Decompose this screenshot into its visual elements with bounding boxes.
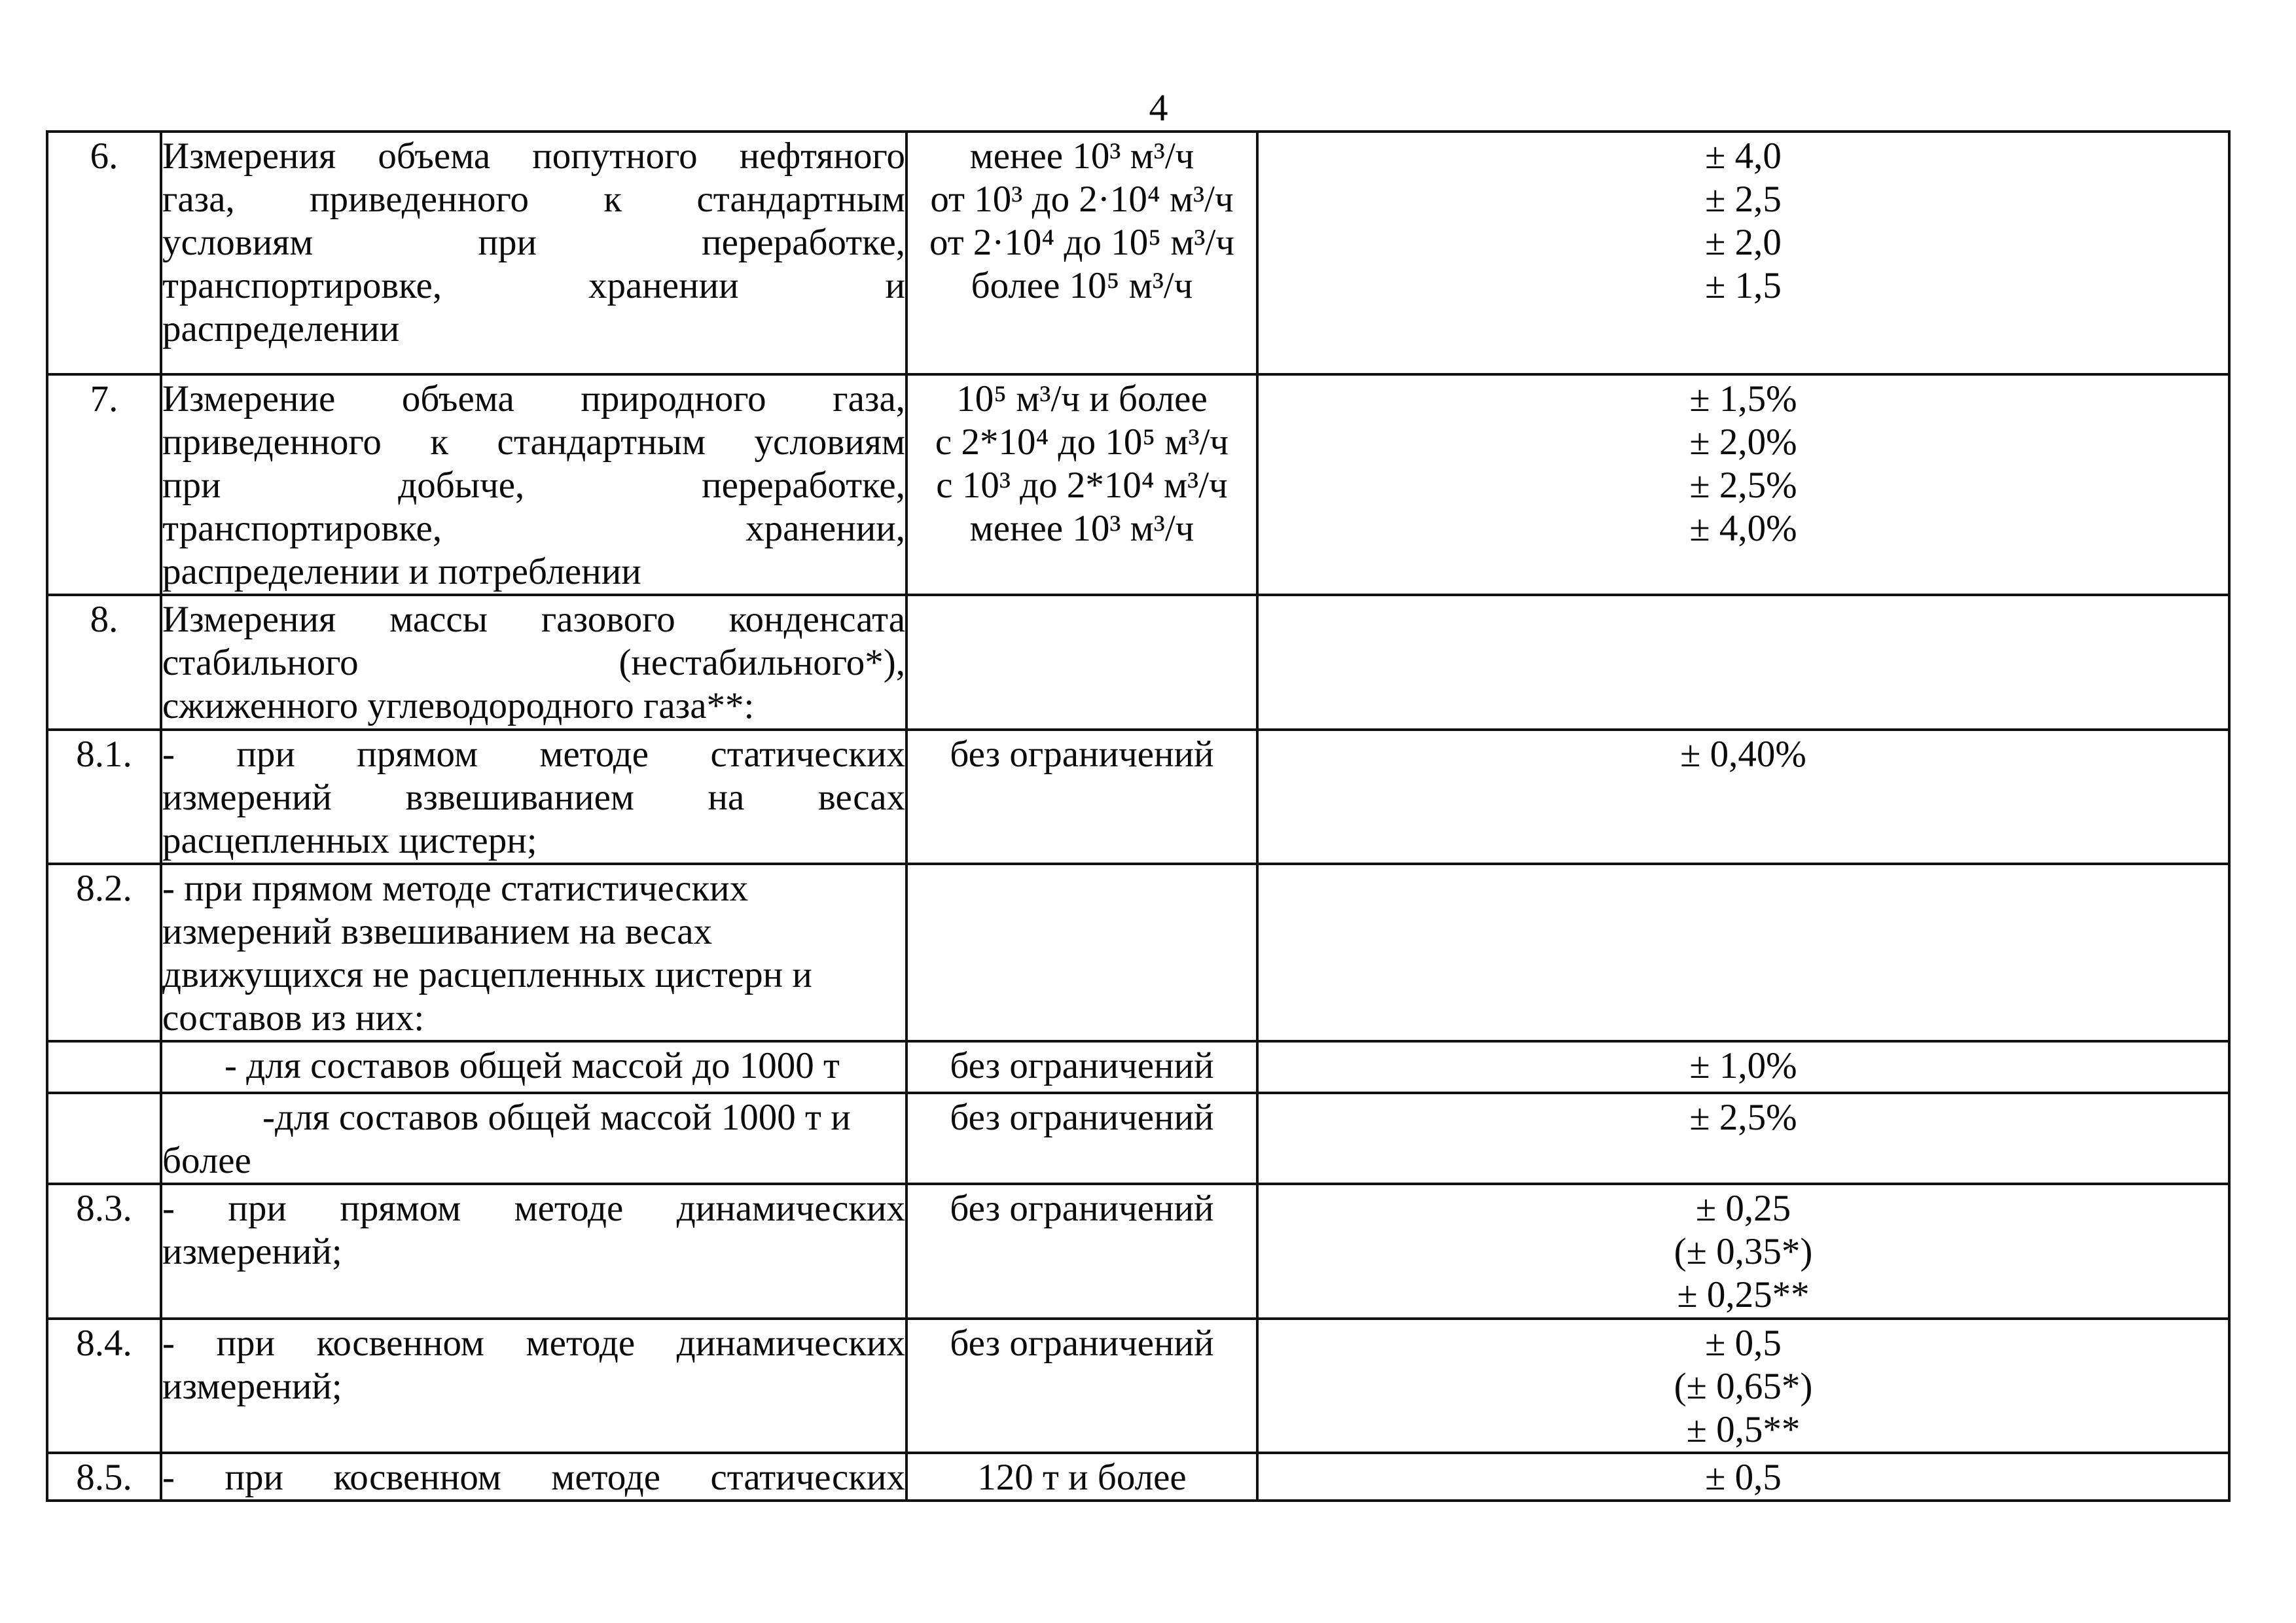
description-line: стабильного (нестабильного*), [162, 642, 905, 683]
range-line: менее 10³ м³/ч [969, 135, 1194, 177]
measurement-table [46, 130, 2231, 1502]
range-line: менее 10³ м³/ч [969, 508, 1194, 549]
description-cell [161, 132, 906, 374]
error-line: ± 2,5% [1689, 465, 1797, 506]
description-line: транспортировке, хранении, [162, 508, 905, 549]
description-line: газа, приведенного к стандартным [162, 179, 905, 220]
error-line: ± 1,5% [1689, 378, 1797, 419]
error-cell [1257, 374, 2229, 595]
description-line: - при прямом методе динамических [162, 1188, 905, 1229]
table-row [47, 1184, 2229, 1319]
description-cell [161, 1319, 906, 1453]
error-line: ± 0,5** [1686, 1409, 1801, 1450]
error-line: ± 0,40% [1680, 734, 1806, 775]
range-line: без ограничений [950, 734, 1214, 775]
description-line: -для составов общей массой 1000 т и [262, 1097, 851, 1138]
description-line: при добыче, переработке, [162, 465, 905, 506]
error-cell [1257, 1453, 2229, 1501]
error-line: ± 2,0% [1689, 421, 1797, 463]
row-number: 8.2. [47, 864, 161, 1041]
range-cell [906, 1184, 1257, 1319]
description-line: Измерения объема попутного нефтяного [162, 135, 905, 177]
page-number: 4 [1149, 86, 1168, 129]
error-line: ± 4,0% [1689, 508, 1797, 549]
range-cell [906, 374, 1257, 595]
range-cell [906, 1453, 1257, 1501]
row-number [47, 1093, 161, 1184]
description-line: расцепленных цистерн; [162, 820, 537, 861]
error-line: ± 2,5 [1705, 179, 1782, 220]
error-cell [1257, 1184, 2229, 1319]
error-cell [1257, 1319, 2229, 1453]
range-line: 10⁵ м³/ч и более [956, 378, 1208, 419]
row-number: 8.5. [47, 1453, 161, 1501]
description-line: измерений взвешиванием на весах [162, 911, 713, 952]
error-line: (± 0,35*) [1674, 1231, 1813, 1272]
description-line: условиям при переработке, [162, 222, 905, 263]
description-cell [161, 1453, 906, 1501]
description-line: транспортировке, хранении и [162, 265, 905, 306]
table-row [47, 595, 2229, 730]
range-line: без ограничений [950, 1188, 1214, 1229]
description-cell [161, 1093, 906, 1184]
row-number [47, 1041, 161, 1093]
range-line: более 10⁵ м³/ч [971, 265, 1193, 306]
row-number: 8.3. [47, 1184, 161, 1319]
error-line: ± 0,25** [1677, 1274, 1810, 1315]
description-cell [161, 730, 906, 864]
description-line: распределении [162, 308, 400, 349]
error-cell [1257, 1093, 2229, 1184]
error-cell [1257, 864, 2229, 1041]
description-line: более [162, 1140, 251, 1181]
row-number: 8.4. [47, 1319, 161, 1453]
description-line: движущихся не расцепленных цистерн и [162, 954, 812, 995]
range-line: от 2·10⁴ до 10⁵ м³/ч [929, 222, 1235, 263]
range-cell [906, 1319, 1257, 1453]
range-line: без ограничений [950, 1097, 1214, 1138]
row-number: 7. [47, 374, 161, 595]
error-line: ± 0,5 [1705, 1457, 1782, 1498]
error-cell [1257, 730, 2229, 864]
error-line: ± 1,5 [1705, 265, 1782, 306]
error-line: ± 0,25 [1695, 1188, 1791, 1229]
table-row [47, 374, 2229, 595]
table-row [47, 864, 2229, 1041]
description-line: Измерение объема природного газа, [162, 378, 905, 419]
table-row [47, 730, 2229, 864]
error-line: ± 4,0 [1705, 135, 1782, 177]
row-number: 8. [47, 595, 161, 730]
description-line: распределении и потреблении [162, 551, 641, 592]
error-line: ± 2,5% [1689, 1097, 1797, 1138]
description-cell [161, 864, 906, 1041]
range-line: с 10³ до 2*10⁴ м³/ч [936, 465, 1228, 506]
range-cell [906, 1041, 1257, 1093]
range-cell [906, 730, 1257, 864]
table-row [47, 132, 2229, 374]
description-cell [161, 595, 906, 730]
range-line: 120 т и более [977, 1457, 1187, 1498]
description-cell [161, 374, 906, 595]
error-cell [1257, 132, 2229, 374]
description-line: измерений; [162, 1231, 342, 1272]
error-cell [1257, 1041, 2229, 1093]
range-line: от 10³ до 2·10⁴ м³/ч [930, 179, 1234, 220]
error-line: ± 2,0 [1705, 222, 1782, 263]
error-line: (± 0,65*) [1674, 1366, 1813, 1407]
row-number: 6. [47, 132, 161, 374]
range-cell [906, 595, 1257, 730]
description-cell [161, 1184, 906, 1319]
table-row [47, 1453, 2229, 1501]
description-line: приведенного к стандартным условиям [162, 421, 905, 463]
description-line: - при прямом методе статических [162, 734, 905, 775]
error-line: ± 1,0% [1689, 1045, 1797, 1086]
table-row [47, 1093, 2229, 1184]
description-line: измерений; [162, 1366, 342, 1407]
description-line: составов из них: [162, 997, 425, 1039]
table-row [47, 1041, 2229, 1093]
description-line: - при косвенном методе статических [162, 1457, 905, 1498]
range-line: без ограничений [950, 1323, 1214, 1364]
range-cell [906, 132, 1257, 374]
description-line: - для составов общей массой до 1000 т [224, 1045, 840, 1086]
description-line: - при прямом методе статистических [162, 868, 749, 909]
table-row [47, 1319, 2229, 1453]
description-cell [161, 1041, 906, 1093]
description-line: сжиженного углеводородного газа**: [162, 685, 755, 726]
error-cell [1257, 595, 2229, 730]
row-number: 8.1. [47, 730, 161, 864]
range-line: с 2*10⁴ до 10⁵ м³/ч [935, 421, 1229, 463]
range-cell [906, 1093, 1257, 1184]
description-line: - при косвенном методе динамических [162, 1323, 905, 1364]
description-line: Измерения массы газового конденсата [162, 599, 905, 640]
error-line: ± 0,5 [1705, 1323, 1782, 1364]
range-cell [906, 864, 1257, 1041]
description-line: измерений взвешиванием на весах [162, 777, 905, 818]
range-line: без ограничений [950, 1045, 1214, 1086]
